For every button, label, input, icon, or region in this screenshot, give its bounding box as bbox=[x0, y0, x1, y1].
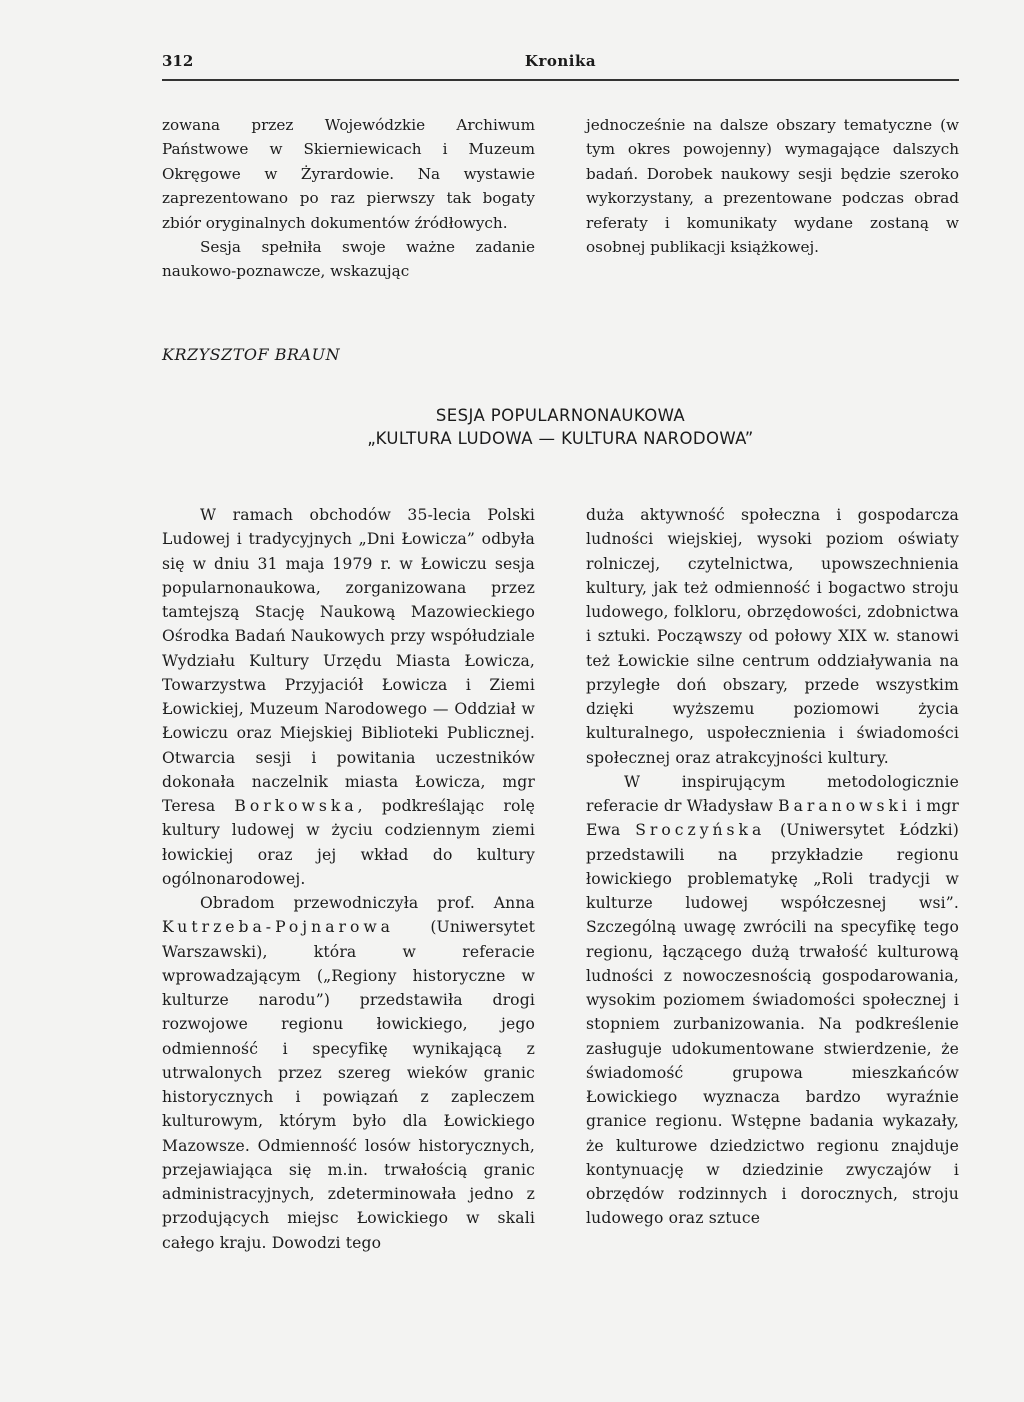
page-header bbox=[162, 52, 959, 76]
article-right-column bbox=[586, 503, 959, 1231]
article-title-line-2: „KULTURA LUDOWA — KULTURA NARODOWA” bbox=[367, 429, 754, 448]
text-run: W ramach obchodów 35-lecia Polski Ludowej i tradycyjnych „Dni Łowicza” odbyła się w dniu 31 maja 1979 r. w Łowiczu sesja popularnonaukowa, zorganizowana przez tamtejszą Stację Naukową Mazowieckiego Ośrodka Badań Naukowych przy współudziale Wydziału Kultury Urzędu Miasta Łowicza, Towarzystwa Przyjaciół Łowicza i Ziemi Łowickiej, Muzeum Narodowego — Oddział w Łowiczu oraz Miejskiej Biblioteki Publicznej. Otwarcia sesji i powitania uczestników dokonała naczelnik miasta Łowicza, mgr Teresa bbox=[162, 506, 535, 815]
article-left-column bbox=[162, 503, 535, 1255]
text-run: (Uniwersytet Warszawski), która w referacie wprowadzającym („Regiony historyczne w kulturze narodu”) przedstawiła drogi rozwojowe regionu łowickiego, jego odmienność i specyfikę wynikającą z utrwalonych przez szereg wieków granic historycznych i powiązań z zapleczem kulturowym, którym było dla Łowickiego Mazowsze. Odmienność losów historycznych, przejawiająca się m.in. trwałością granic administracyjnych, zdeterminowała jedno z przodujących miejsc Łowickiego w skali całego kraju. Dowodzi tego bbox=[162, 918, 535, 1252]
article-title bbox=[162, 404, 959, 450]
running-head: Kronika bbox=[524, 52, 597, 70]
previous-article-paragraph: zowana przez Wojewódzkie Archiwum Państwowe w Skierniewicach i Muzeum Okręgowe w Żyrardowie. Na wystawie zaprezentowano po raz pierwszy tak bogaty zbiór oryginalnych dokumentów źródłowych. bbox=[162, 116, 535, 232]
article-paragraph bbox=[162, 891, 535, 1255]
page-number: 312 bbox=[162, 52, 194, 70]
article-paragraph bbox=[162, 503, 535, 891]
header-rule bbox=[162, 79, 959, 81]
person-name: Borkowska bbox=[234, 797, 358, 815]
text-run: i mgr Ewa bbox=[586, 797, 960, 840]
previous-article-paragraph: Sesja spełniła swoje ważne zadanie naukowo-poznawcze, wskazując bbox=[162, 238, 535, 281]
article-paragraph: duża aktywność społeczna i gospodarcza ludności wiejskiej, wysoki poziom oświaty rolniczej, czytelnictwa, upowszechnienia kultury, jak też odmienność i bogactwo stroju ludowego, folkloru, obrzędowości, zdobnictwa i sztuki. Począwszy od połowy XIX w. stanowi też Łowickie silne centrum oddziaływania na przyległe doń obszary, przede wszystkim dzięki wyższemu poziomowi życia kulturalnego, uspołecznienia i świadomości społecznej oraz atrakcyjności kultury. bbox=[586, 506, 959, 767]
text-run: (Uniwersytet Łódzki) przedstawili na przykładzie regionu łowickiego problematykę „Roli tradycji w kulturze ludowej współczesnej wsi”. Szczególną uwagę zwrócili na specyfikę tego regionu, łączącego dużą trwałość kulturową ludności z nowoczesnością gospodarowania, wysokim poziomem świadomości społecznej i stopniem zurbanizowania. Na podkreślenie zasługuje udokumentowane stwierdzenie, że świadomość grupowa mieszkańców Łowickiego wyznacza bardzo wyraźnie granice regionu. Wstępne badania wykazały, że kulturowe dziedzictwo regionu znajduje kontynuację w dziedzinie zwyczajów i obrzędów rodzinnych i dorocznych, stroju ludowego oraz sztuce bbox=[586, 821, 959, 1228]
previous-article-right-column bbox=[586, 113, 959, 259]
article-paragraph bbox=[586, 770, 959, 1231]
text-run: W inspirującym metodologicznie referacie dr Władysław bbox=[586, 772, 959, 815]
previous-article-paragraph: jednocześnie na dalsze obszary tematyczne (w tym okres powojenny) wymagające dalszych badań. Dorobek naukowy sesji będzie szeroko wykorzystany, a prezentowane podczas obrad referaty i komunikaty wydane zostaną w osobnej publikacji książkowej. bbox=[586, 116, 959, 257]
text-run: , podkreślając rolę kultury ludowej w życiu codziennym ziemi łowickiej oraz jej wkład do kultury ogólnonarodowej. bbox=[162, 797, 535, 888]
person-name: Kutrzeba-Pojnarowa bbox=[162, 918, 394, 937]
previous-article-left-column bbox=[162, 113, 535, 284]
person-name: Baranowski bbox=[778, 797, 911, 815]
author-signature: KRZYSZTOF BRAUN bbox=[162, 345, 341, 364]
article-title-line-1: SESJA POPULARNONAUKOWA bbox=[435, 406, 686, 425]
text-run: Obradom przewodniczyła prof. Anna bbox=[200, 894, 535, 912]
person-name: Sroczyńska bbox=[635, 821, 766, 840]
